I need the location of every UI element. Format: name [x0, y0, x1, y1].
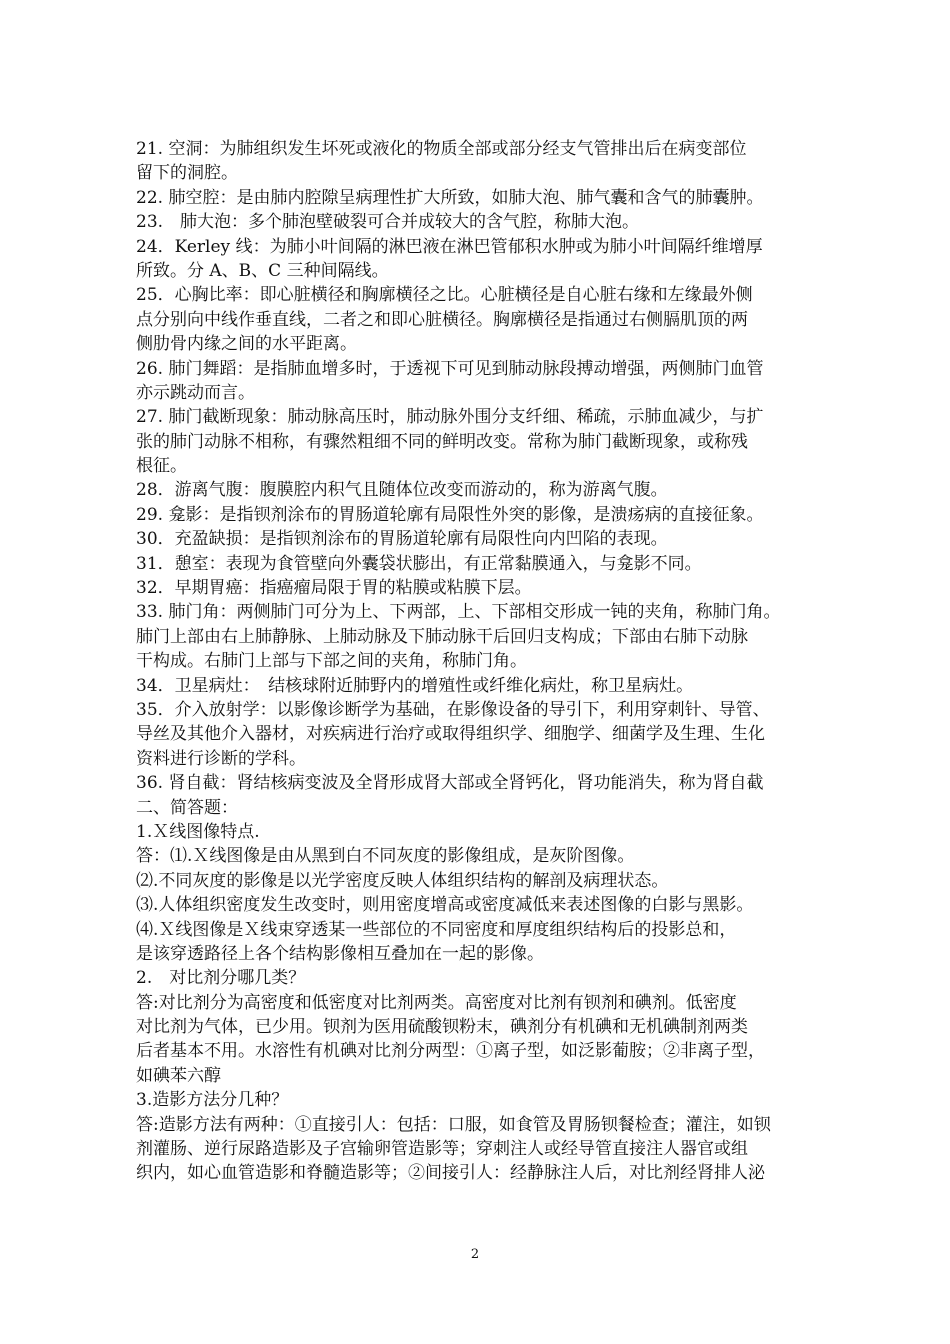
text-line: 35．介入放射学：以影像诊断学为基础，在影像设备的导引下，利用穿刺针、导管、	[136, 699, 770, 720]
document-body	[136, 137, 816, 1186]
text-line: 28．游离气腹：腹膜腔内积气且随体位改变而游动的，称为游离气腹。	[136, 480, 668, 501]
text-line: 织内，如心血管造影和脊髓造影等；②间接引人：经静脉注人后，对比剂经肾排人泌	[136, 1163, 765, 1184]
text-line: 资料进行诊断的学科。	[136, 748, 306, 769]
text-line: 3.造影方法分几种？	[136, 1090, 289, 1111]
text-line: 2. 对比剂分哪几类？	[136, 968, 306, 989]
text-line: 是该穿透路径上各个结构影像相互叠加在一起的影像。	[136, 943, 544, 964]
text-line: 肺门上部由右上肺静脉、上肺动脉及下肺动脉干后回归支构成；下部由右肺下动脉	[136, 626, 748, 647]
text-line: 对比剂为气体，已少用。钡剂为医用硫酸钡粉末，碘剂分有机碘和无机碘制剂两类	[136, 1017, 748, 1038]
text-line: 所致。分 A、B、C 三种间隔线。	[136, 260, 389, 281]
text-line: 34．卫星病灶： 结核球附近肺野内的增殖性或纤维化病灶，称卫星病灶。	[136, 675, 694, 696]
text-line: 27. 肺门截断现象：肺动脉高压时，肺动脉外围分支纤细、稀疏，示肺血减少，与扩	[136, 407, 764, 428]
page-number: 2	[470, 1247, 480, 1262]
text-line: ⑷.Ｘ线图像是Ｘ线束穿透某一些部位的不同密度和厚度组织结构后的投影总和，	[136, 919, 737, 940]
text-line: 29. 龛影：是指钡剂涂布的胃肠道轮廓有局限性外突的影像，是溃疡病的直接征象。	[136, 504, 764, 525]
text-line: 导丝及其他介入器材，对疾病进行治疗或取得组织学、细胞学、细菌学及生理、生化	[136, 724, 765, 745]
text-line: 二、简答题：	[136, 797, 238, 818]
text-line: 32．早期胃癌：指癌瘤局限于胃的粘膜或粘膜下层。	[136, 578, 532, 599]
text-line: 侧肋骨内缘之间的水平距离。	[136, 334, 357, 355]
text-line: 31．憩室：表现为食管壁向外囊袋状膨出，有正常黏膜通入，与龛影不同。	[136, 553, 702, 574]
text-line: 剂灌肠、逆行尿路造影及子宫输卵管造影等；穿刺注人或经导管直接注人器官或组	[136, 1139, 748, 1160]
text-line: 亦示跳动而言。	[136, 382, 255, 403]
text-line: 22. 肺空腔：是由肺内腔隙呈病理性扩大所致，如肺大泡、肺气囊和含气的肺囊肿。	[136, 187, 764, 208]
text-line: 1.Ｘ线图像特点.	[136, 821, 260, 842]
text-line: 张的肺门动脉不相称，有骤然粗细不同的鲜明改变。常称为肺门截断现象，或称残	[136, 431, 748, 452]
text-line: 根征。	[136, 456, 187, 477]
text-line: 23. 肺大泡：多个肺泡壁破裂可合并成较大的含气腔，称肺大泡。	[136, 212, 640, 233]
text-line: 24．Kerley 线：为肺小叶间隔的淋巴液在淋巴管郁积水肿或为肺小叶间隔纤维增厚	[136, 236, 763, 257]
text-line: 答：⑴.Ｘ线图像是由从黑到白不同灰度的影像组成，是灰阶图像。	[136, 846, 635, 867]
text-line: ⑵.不同灰度的影像是以光学密度反映人体组织结构的解剖及病理状态。	[136, 870, 669, 891]
text-line: 30．充盈缺损：是指钡剂涂布的胃肠道轮廓有局限性向内凹陷的表现。	[136, 529, 668, 550]
text-line: 36. 肾自截：肾结核病变波及全肾形成肾大部或全肾钙化，肾功能消失，称为肾自截	[136, 773, 764, 794]
text-line: 33. 肺门角：两侧肺门可分为上、下两部，上、下部相交形成一钝的夹角，称肺门角。	[136, 602, 781, 623]
text-line: 如碘苯六醇	[136, 1065, 221, 1086]
text-line: 点分别向中线作垂直线，二者之和即心脏横径。胸廓横径是指通过右侧膈肌顶的两	[136, 309, 748, 330]
text-line: 答:造影方法有两种：①直接引人：包括：口服，如食管及胃肠钡餐检查；灌注，如钡	[136, 1114, 771, 1135]
text-line: 25．心胸比率：即心脏横径和胸廓横径之比。心脏横径是自心脏右缘和左缘最外侧	[136, 285, 753, 306]
text-line: 答:对比剂分为高密度和低密度对比剂两类。高密度对比剂有钡剂和碘剂。低密度	[136, 992, 737, 1013]
text-line: 21. 空洞：为肺组织发生坏死或液化的物质全部或部分经支气管排出后在病变部位	[136, 139, 747, 159]
text-line: 26. 肺门舞蹈：是指肺血增多时，于透视下可见到肺动脉段搏动增强，两侧肺门血管	[136, 358, 764, 379]
text-line: 干构成。右肺门上部与下部之间的夹角，称肺门角。	[136, 651, 527, 672]
text-line: 留下的洞腔。	[136, 163, 238, 184]
text-line: 后者基本不用。水溶性有机碘对比剂分两型：①离子型，如泛影葡胺；②非离子型，	[136, 1041, 765, 1062]
text-line: ⑶.人体组织密度发生改变时，则用密度增高或密度减低来表述图像的白影与黑影。	[136, 895, 754, 916]
